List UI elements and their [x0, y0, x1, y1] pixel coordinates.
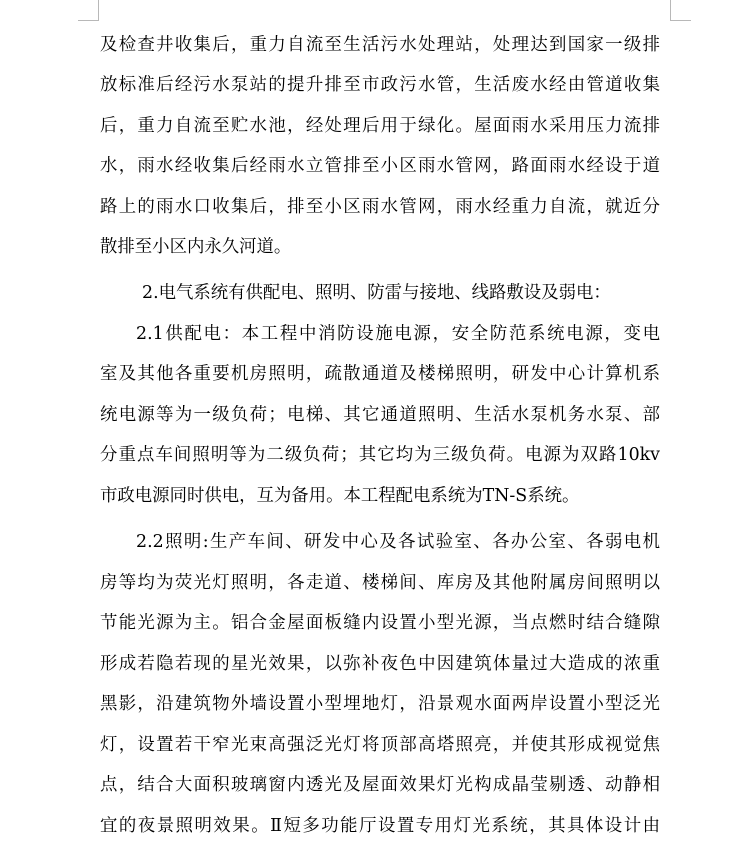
text-line: 灯，设置若干窄光束高强泛光灯将顶部高塔照亮，并使其形成视觉焦 — [100, 735, 660, 755]
text-line: 统电源等为一级负荷；电梯、其它通道照明、生活水泵机务水泵、部 — [100, 405, 660, 425]
text-line: 房等均为荧光灯照明，各走道、楼梯间、库房及其他附属房间照明以 — [100, 573, 660, 593]
text-line: 后，重力自流至贮水池，经处理后用于绿化。屋面雨水采用压力流排 — [100, 116, 660, 136]
page-corner-mark-left — [78, 0, 99, 21]
text-line: 及检查井收集后，重力自流至生活污水处理站，处理达到国家一级排 — [100, 35, 660, 55]
page-corner-mark-right — [670, 0, 691, 21]
text-line: 黑影，沿建筑物外墙设置小型埋地灯，沿景观水面两岸设置小型泛光 — [100, 694, 660, 714]
text-line: 形成若隐若现的星光效果，以弥补夜色中因建筑体量过大造成的浓重 — [100, 654, 660, 674]
text-line: 节能光源为主。铝合金屋面板缝内设置小型光源，当点燃时结合缝隙 — [100, 613, 660, 633]
text-line: 路上的雨水口收集后，排至小区雨水管网，雨水经重力自流，就近分 — [100, 197, 660, 217]
text-line: 分重点车间照明等为二级负荷；其它均为三级负荷。电源为双路10kv — [100, 445, 660, 465]
text-line: 点，结合大面积玻璃窗内透光及屋面效果灯光构成晶莹剔透、动静相 — [100, 775, 660, 795]
text-line: 宜的夜景照明效果。Ⅱ短多功能厅设置专用灯光系统，其具体设计由 — [100, 816, 660, 836]
text-line: 放标准后经污水泵站的提升排至市政污水管，生活废水经由管道收集 — [100, 75, 660, 95]
text-line: 市政电源同时供电，互为备用。本工程配电系统为TN-S系统。 — [100, 486, 580, 506]
text-line: 2.1供配电：本工程中消防设施电源，安全防范系统电源，变电 — [136, 324, 660, 344]
section-heading: 2.电气系统有供配电、照明、防雷与接地、线路敷设及弱电： — [142, 283, 611, 303]
text-line: 水，雨水经收集后经雨水立管排至小区雨水管网，路面雨水经设于道 — [100, 156, 660, 176]
text-line: 室及其他各重要机房照明，疏散通道及楼梯照明，研发中心计算机系 — [100, 364, 660, 384]
text-line: 散排至小区内永久河道。 — [100, 237, 292, 257]
text-line: 2.2照明:生产车间、研发中心及各试验室、各办公室、各弱电机 — [136, 532, 660, 552]
